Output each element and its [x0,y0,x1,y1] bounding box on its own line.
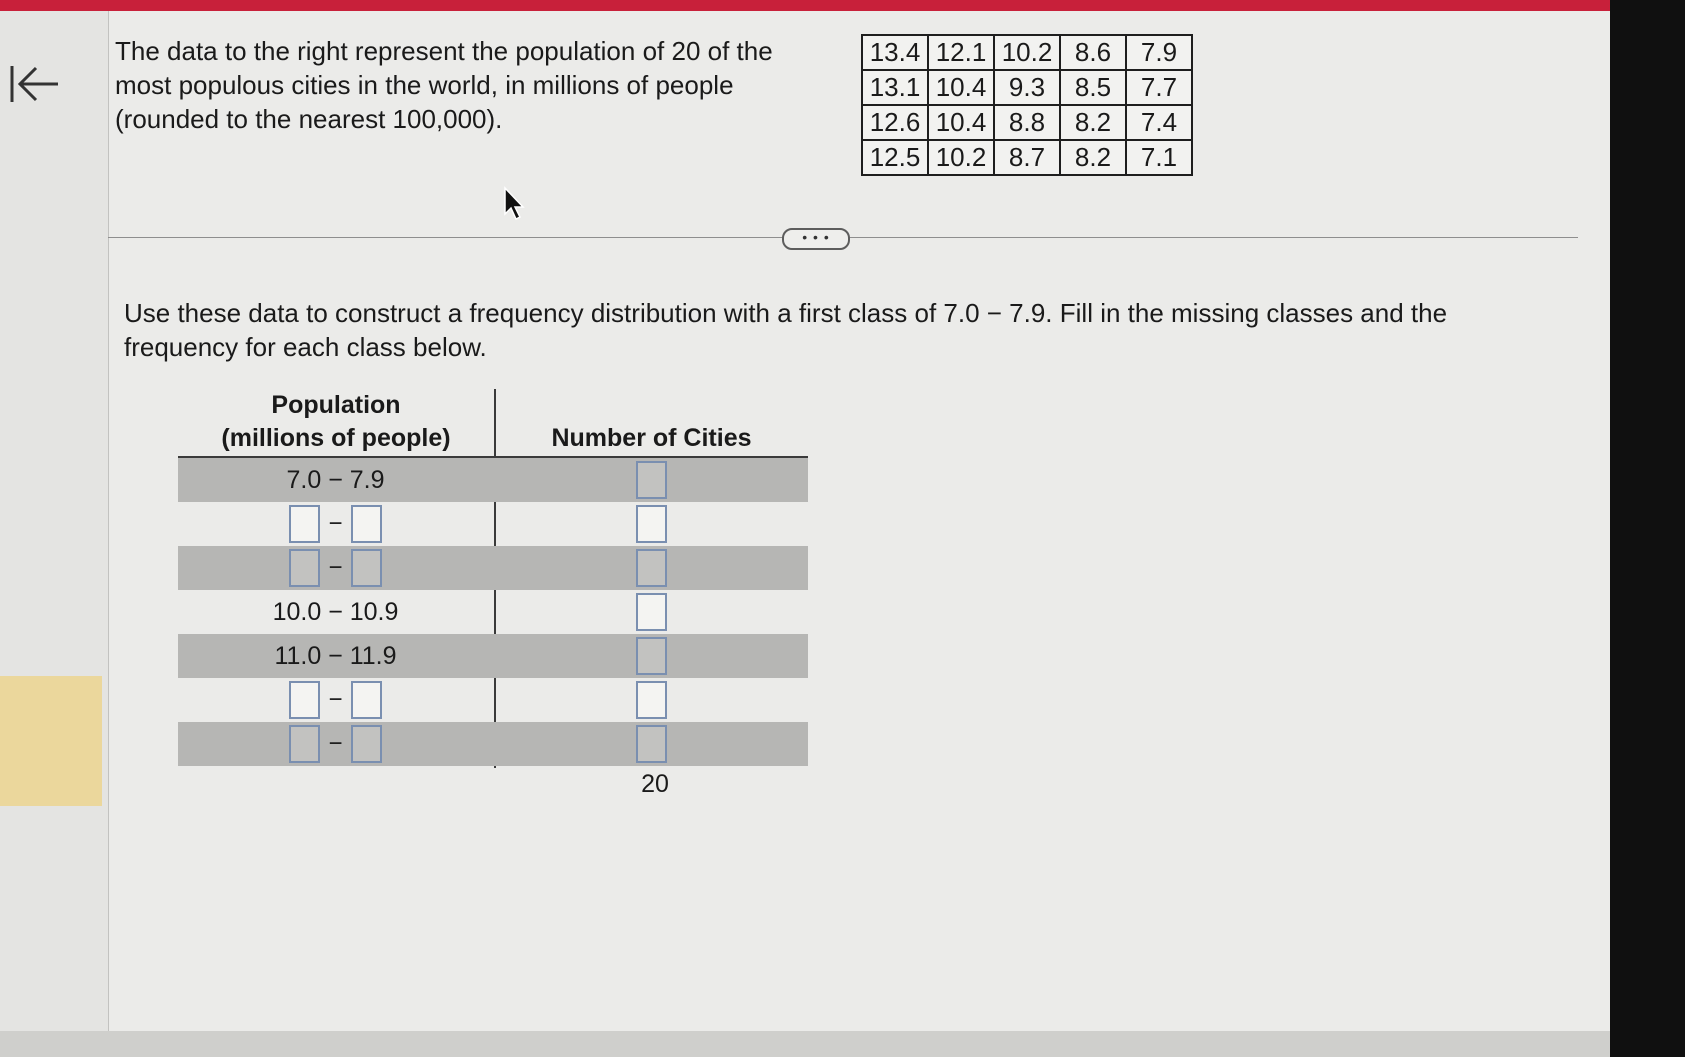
data-row [862,35,1192,70]
data-cell: 7.1 [1126,140,1192,175]
class-lower-input[interactable] [289,681,320,719]
class-label: 7.0 − 7.9 [286,465,385,494]
number-of-cities-header: Number of Cities [551,424,752,452]
data-row [862,140,1192,175]
class-upper-input[interactable] [351,549,382,587]
data-cell: 8.8 [994,105,1060,140]
class-dash: − [328,686,343,713]
count-cell [495,722,808,766]
frequency-row [178,502,808,546]
data-cell: 12.6 [862,105,928,140]
data-cell: 13.4 [862,35,928,70]
class-lower-input[interactable] [289,725,320,763]
back-to-start-icon[interactable] [8,62,60,106]
expand-more-button[interactable]: • • • [782,228,850,250]
class-dash: − [328,510,343,537]
count-input[interactable] [636,593,667,631]
mouse-pointer-icon [503,186,527,222]
top-accent-bar [0,0,1610,11]
class-label: 10.0 − 10.9 [272,597,399,626]
population-data-table [861,34,1193,176]
class-cell [178,590,493,634]
class-cell [178,546,493,590]
count-cell [495,502,808,546]
count-input[interactable] [636,725,667,763]
data-cell: 8.5 [1060,70,1126,105]
data-cell: 12.5 [862,140,928,175]
class-cell [178,722,493,766]
data-row [862,105,1192,140]
data-cell: 8.2 [1060,105,1126,140]
count-cell [495,458,808,502]
class-lower-input[interactable] [289,505,320,543]
data-cell: 10.2 [994,35,1060,70]
class-cell [178,634,493,678]
count-input[interactable] [636,637,667,675]
class-upper-input[interactable] [351,681,382,719]
count-cell [495,678,808,722]
frequency-row [178,456,808,502]
problem-intro: The data to the right represent the population of 20 of the most populous cities in the world, in millions of people (rounded to the nearest 100,000). [115,36,773,134]
monitor-bezel [1610,0,1685,1057]
frequency-row [178,722,808,766]
class-cell [178,502,493,546]
data-cell: 8.2 [1060,140,1126,175]
count-input[interactable] [636,461,667,499]
count-cell [495,590,808,634]
class-dash: − [328,730,343,757]
data-cell: 7.7 [1126,70,1192,105]
total-count: 20 [641,770,669,798]
class-label: 11.0 − 11.9 [274,641,397,670]
frequency-row [178,634,808,678]
count-input[interactable] [636,549,667,587]
bottom-edge [0,1031,1610,1057]
data-cell: 13.1 [862,70,928,105]
frequency-row [178,678,808,722]
frequency-distribution-table [178,389,808,766]
count-input[interactable] [636,505,667,543]
class-upper-input[interactable] [351,725,382,763]
class-cell [178,458,493,502]
data-cell: 9.3 [994,70,1060,105]
population-column-header: Population (millions of people) [221,391,451,452]
count-input[interactable] [636,681,667,719]
data-cell: 10.4 [928,70,994,105]
left-rail [0,11,109,1031]
data-cell: 8.7 [994,140,1060,175]
data-cell: 8.6 [1060,35,1126,70]
frequency-row [178,590,808,634]
data-cell: 7.9 [1126,35,1192,70]
class-upper-input[interactable] [351,505,382,543]
data-cell: 7.4 [1126,105,1192,140]
data-row [862,70,1192,105]
class-lower-input[interactable] [289,549,320,587]
frequency-table-header [178,389,808,456]
left-rail-accent [0,676,102,806]
data-cell: 10.4 [928,105,994,140]
count-cell [495,634,808,678]
frequency-row [178,546,808,590]
instructions: Use these data to construct a frequency distribution with a first class of 7.0 − 7.9. Fill in the missing classes and the frequency for each class below. [124,298,1448,362]
class-dash: − [328,554,343,581]
count-cell [495,546,808,590]
class-cell [178,678,493,722]
data-cell: 12.1 [928,35,994,70]
data-cell: 10.2 [928,140,994,175]
